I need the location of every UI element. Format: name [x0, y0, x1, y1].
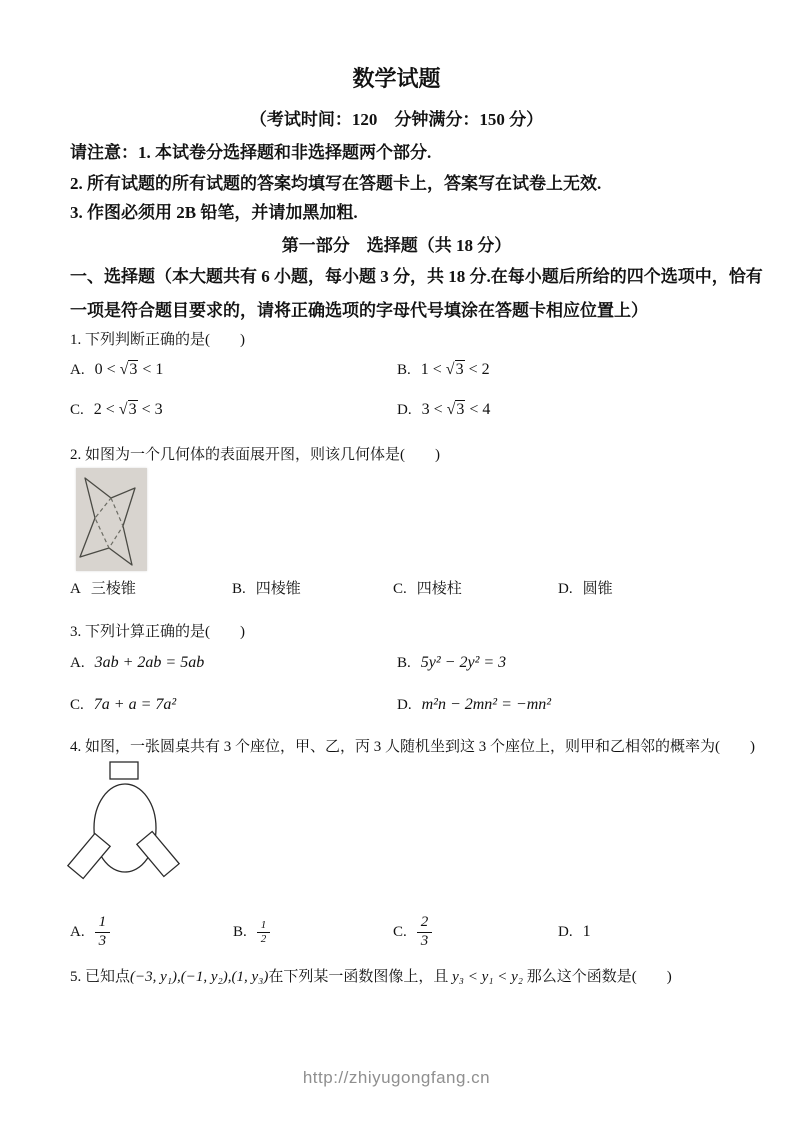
q2-option-d: D. 圆锥 — [558, 581, 613, 597]
notice-line-3: 3. 作图必须用 2B 铅笔，并请加黑加粗. — [70, 203, 358, 222]
fraction: $\frac{1}{3}$ — [95, 914, 111, 950]
q3-option-b: B. 5y² − 2y² = 3 — [397, 654, 507, 671]
option-label: B. — [232, 581, 246, 597]
question-5-stem: 5. 已知点(−3, y₁),(−1, y₂),(1, y₃)在下列某一函数图像上，且 y₃ < y₁ < y₂ 那么这个函数是( ) — [70, 969, 672, 985]
option-label: A. — [70, 655, 85, 671]
question-3-stem: 3. 下列计算正确的是( ) — [70, 624, 245, 640]
q5-points: (−3, y₁),(−1, y₂),(1, y₃) — [130, 969, 269, 985]
round-table-figure — [65, 756, 180, 886]
option-label: A — [70, 581, 81, 597]
notice-line-1: 请注意：1. 本试卷分选择题和非选择题两个部分. — [70, 143, 432, 162]
option-label: A. — [70, 923, 85, 940]
q1-option-b: B. 1 < √3 < 2 — [397, 361, 490, 378]
section-heading: 第一部分 选择题（共 18 分） — [281, 236, 512, 255]
q1-option-d: D. 3 < √3 < 4 — [397, 401, 491, 418]
option-label: C. — [393, 923, 407, 940]
q3-option-d: D. m²n − 2mn² = −mn² — [397, 696, 552, 713]
q4-option-b — [233, 912, 270, 952]
option-label: A. — [70, 362, 85, 378]
q4-option-c — [393, 912, 432, 952]
option-label: B. — [233, 923, 247, 940]
q1-option-c: C. 2 < √3 < 3 — [70, 401, 163, 418]
option-label: C. — [70, 697, 84, 713]
square-pyramid-net-drawing — [76, 468, 147, 571]
q3-option-c: C. 7a + a = 7a² — [70, 696, 177, 713]
net-figure-photo — [76, 468, 147, 571]
exam-time-score-subtitle: （考试时间：120 分钟满分：150 分） — [249, 110, 544, 129]
option-label: D. — [397, 697, 412, 713]
section-intro-line-1: 一、选择题（本大题共有 6 小题，每小题 3 分，共 18 分.在每小题后所给的四个选项中，恰有 — [70, 267, 763, 286]
q1-option-a: A. 0 < √3 < 1 — [70, 361, 164, 378]
question-1-stem: 1. 下列判断正确的是( ) — [70, 332, 245, 348]
section-intro-line-2: 一项是符合题目要求的，请将正确选项的字母代号填涂在答题卡相应位置上） — [70, 301, 648, 320]
fraction: $\frac{2}{3}$ — [417, 914, 433, 950]
q5-inequality: y₃ < y₁ < y₂ — [452, 969, 523, 985]
question-4-stem: 4. 如图，一张圆桌共有 3 个座位，甲、乙，丙 3 人随机坐到这 3 个座位上，则甲和乙相邻的概率为( ) — [70, 739, 755, 755]
option-label: C. — [70, 402, 84, 418]
q2-option-a: A 三棱锥 — [70, 581, 136, 597]
fraction: $\frac{1}{2}$ — [257, 919, 271, 944]
notice-line-2: 2. 所有试题的所有试题的答案均填写在答题卡上，答案写在试卷上无效. — [70, 174, 602, 193]
option-label: D. — [397, 402, 412, 418]
option-label: B. — [397, 655, 411, 671]
q4-option-a — [70, 912, 110, 952]
footer-url: http://zhiyugongfang.cn — [302, 1068, 491, 1087]
q4-option-d: D. 1 — [558, 923, 591, 940]
page-title: 数学试题 — [352, 66, 441, 91]
q2-option-c: C. 四棱柱 — [393, 581, 462, 597]
option-label: D. — [558, 581, 573, 597]
q2-option-b: B. 四棱锥 — [232, 581, 301, 597]
q3-option-a: A. 3ab + 2ab = 5ab — [70, 654, 205, 671]
option-label: C. — [393, 581, 407, 597]
option-label: D. — [558, 923, 573, 940]
round-table-with-seats-drawing — [65, 756, 180, 886]
question-2-stem: 2. 如图为一个几何体的表面展开图，则该几何体是( ) — [70, 447, 440, 463]
option-label: B. — [397, 362, 411, 378]
